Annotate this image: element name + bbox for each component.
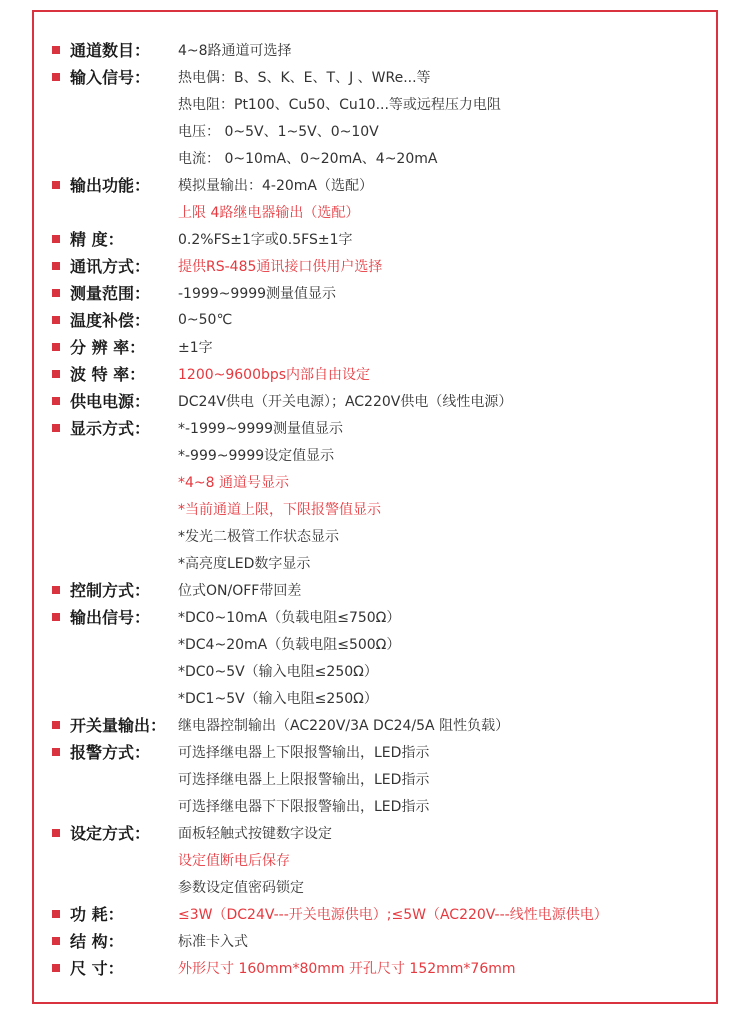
square-bullet-icon [52,343,60,351]
spec-row-continued [52,198,712,225]
spec-value: 电流： 0~10mA、0~20mA、4~20mA [178,150,438,167]
spec-row [52,576,712,603]
spec-row [52,360,712,387]
spec-label: 波 特 率： [70,365,146,384]
spec-value: 热电阻：Pt100、Cu50、Cu10...等或远程压力电阻 [178,96,501,113]
spec-row-continued [52,846,712,873]
spec-label: 精 度： [70,230,124,249]
spec-row [52,711,712,738]
square-bullet-icon [52,370,60,378]
spec-value: *DC1~5V（输入电阻≤250Ω） [178,690,378,707]
spec-label: 分 辨 率： [70,338,146,357]
square-bullet-icon [52,181,60,189]
spec-label: 报警方式： [70,743,151,762]
spec-label: 测量范围： [70,284,151,303]
spec-value: 位式ON/OFF带回差 [178,582,302,599]
square-bullet-icon [52,424,60,432]
spec-row-continued [52,657,712,684]
square-bullet-icon [52,937,60,945]
spec-row-continued [52,468,712,495]
square-bullet-icon [52,964,60,972]
spec-value: 模拟量输出：4-20mA（选配） [178,177,373,194]
spec-label: 结 构： [70,932,124,951]
spec-value: 设定值断电后保存 [178,852,290,869]
spec-row-continued [52,117,712,144]
spec-value: *DC0~10mA（负载电阻≤750Ω） [178,609,401,626]
spec-value: 提供RS-485通讯接口供用户选择 [178,258,383,275]
spec-value: 上限 4路继电器输出（选配） [178,204,360,221]
spec-value: 外形尺寸 160mm*80mm 开孔尺寸 152mm*76mm [178,960,516,977]
spec-row-continued [52,495,712,522]
spec-value: 标准卡入式 [178,933,248,950]
spec-row-continued [52,549,712,576]
spec-value: 面板轻触式按键数字设定 [178,825,332,842]
spec-row [52,63,712,90]
spec-label: 输入信号： [70,68,151,87]
spec-label: 输出信号： [70,608,151,627]
spec-label: 设定方式： [70,824,151,843]
spec-value: 4~8路通道可选择 [178,42,292,59]
spec-row [52,927,712,954]
spec-value: 继电器控制输出（AC220V/3A DC24/5A 阻性负载） [178,717,510,734]
spec-value: *DC0~5V（输入电阻≤250Ω） [178,663,378,680]
spec-value: *高亮度LED数字显示 [178,555,311,572]
square-bullet-icon [52,721,60,729]
spec-row [52,900,712,927]
spec-row-continued [52,792,712,819]
spec-row [52,954,712,981]
spec-label: 输出功能： [70,176,151,195]
spec-row [52,819,712,846]
spec-value: 1200~9600bps内部自由设定 [178,366,371,383]
spec-value: *当前通道上限，下限报警值显示 [178,501,381,518]
spec-label: 尺 寸： [70,959,124,978]
spec-row [52,225,712,252]
spec-row [52,387,712,414]
spec-row [52,252,712,279]
spec-value: *-1999~9999测量值显示 [178,420,344,437]
square-bullet-icon [52,613,60,621]
square-bullet-icon [52,262,60,270]
spec-row [52,414,712,441]
spec-row-continued [52,630,712,657]
spec-value: 电压： 0~5V、1~5V、0~10V [178,123,379,140]
spec-value: *发光二极管工作状态显示 [178,528,339,545]
spec-label: 通讯方式： [70,257,151,276]
spec-value: 可选择继电器下下限报警输出，LED指示 [178,798,430,815]
spec-row-continued [52,873,712,900]
square-bullet-icon [52,910,60,918]
spec-row [52,333,712,360]
spec-value: 参数设定值密码锁定 [178,879,304,896]
square-bullet-icon [52,46,60,54]
spec-value: 0.2%FS±1字或0.5FS±1字 [178,231,353,248]
spec-label: 供电电源： [70,392,151,411]
spec-row [52,279,712,306]
spec-row-continued [52,144,712,171]
square-bullet-icon [52,397,60,405]
spec-label: 温度补偿： [70,311,151,330]
spec-row [52,306,712,333]
spec-label: 功 耗： [70,905,124,924]
spec-row [52,171,712,198]
spec-row-continued [52,441,712,468]
spec-row-continued [52,522,712,549]
spec-value: 0~50℃ [178,311,233,328]
square-bullet-icon [52,289,60,297]
spec-value: 可选择继电器上上限报警输出，LED指示 [178,771,430,788]
square-bullet-icon [52,235,60,243]
square-bullet-icon [52,316,60,324]
square-bullet-icon [52,586,60,594]
spec-row-continued [52,90,712,117]
spec-row-continued [52,684,712,711]
spec-value: *DC4~20mA（负载电阻≤500Ω） [178,636,401,653]
square-bullet-icon [52,748,60,756]
square-bullet-icon [52,73,60,81]
spec-value: DC24V供电（开关电源）；AC220V供电（线性电源） [178,393,513,410]
spec-value: *4~8 通道号显示 [178,474,289,491]
spec-value: *-999~9999设定值显示 [178,447,335,464]
spec-label: 控制方式： [70,581,151,600]
spec-row [52,36,712,63]
square-bullet-icon [52,829,60,837]
spec-row [52,603,712,630]
spec-value: 可选择继电器上下限报警输出，LED指示 [178,744,430,761]
spec-label: 通道数目： [70,41,151,60]
spec-row [52,738,712,765]
spec-value: -1999~9999测量值显示 [178,285,337,302]
spec-label: 开关量输出： [70,716,167,735]
spec-list [52,36,712,981]
spec-value: ±1字 [178,339,213,356]
spec-label: 显示方式： [70,419,151,438]
spec-value: ≤3W（DC24V---开关电源供电）;≤5W（AC220V---线性电源供电） [178,906,608,923]
spec-value: 热电偶：B、S、K、E、T、J 、WRe...等 [178,69,431,86]
spec-row-continued [52,765,712,792]
